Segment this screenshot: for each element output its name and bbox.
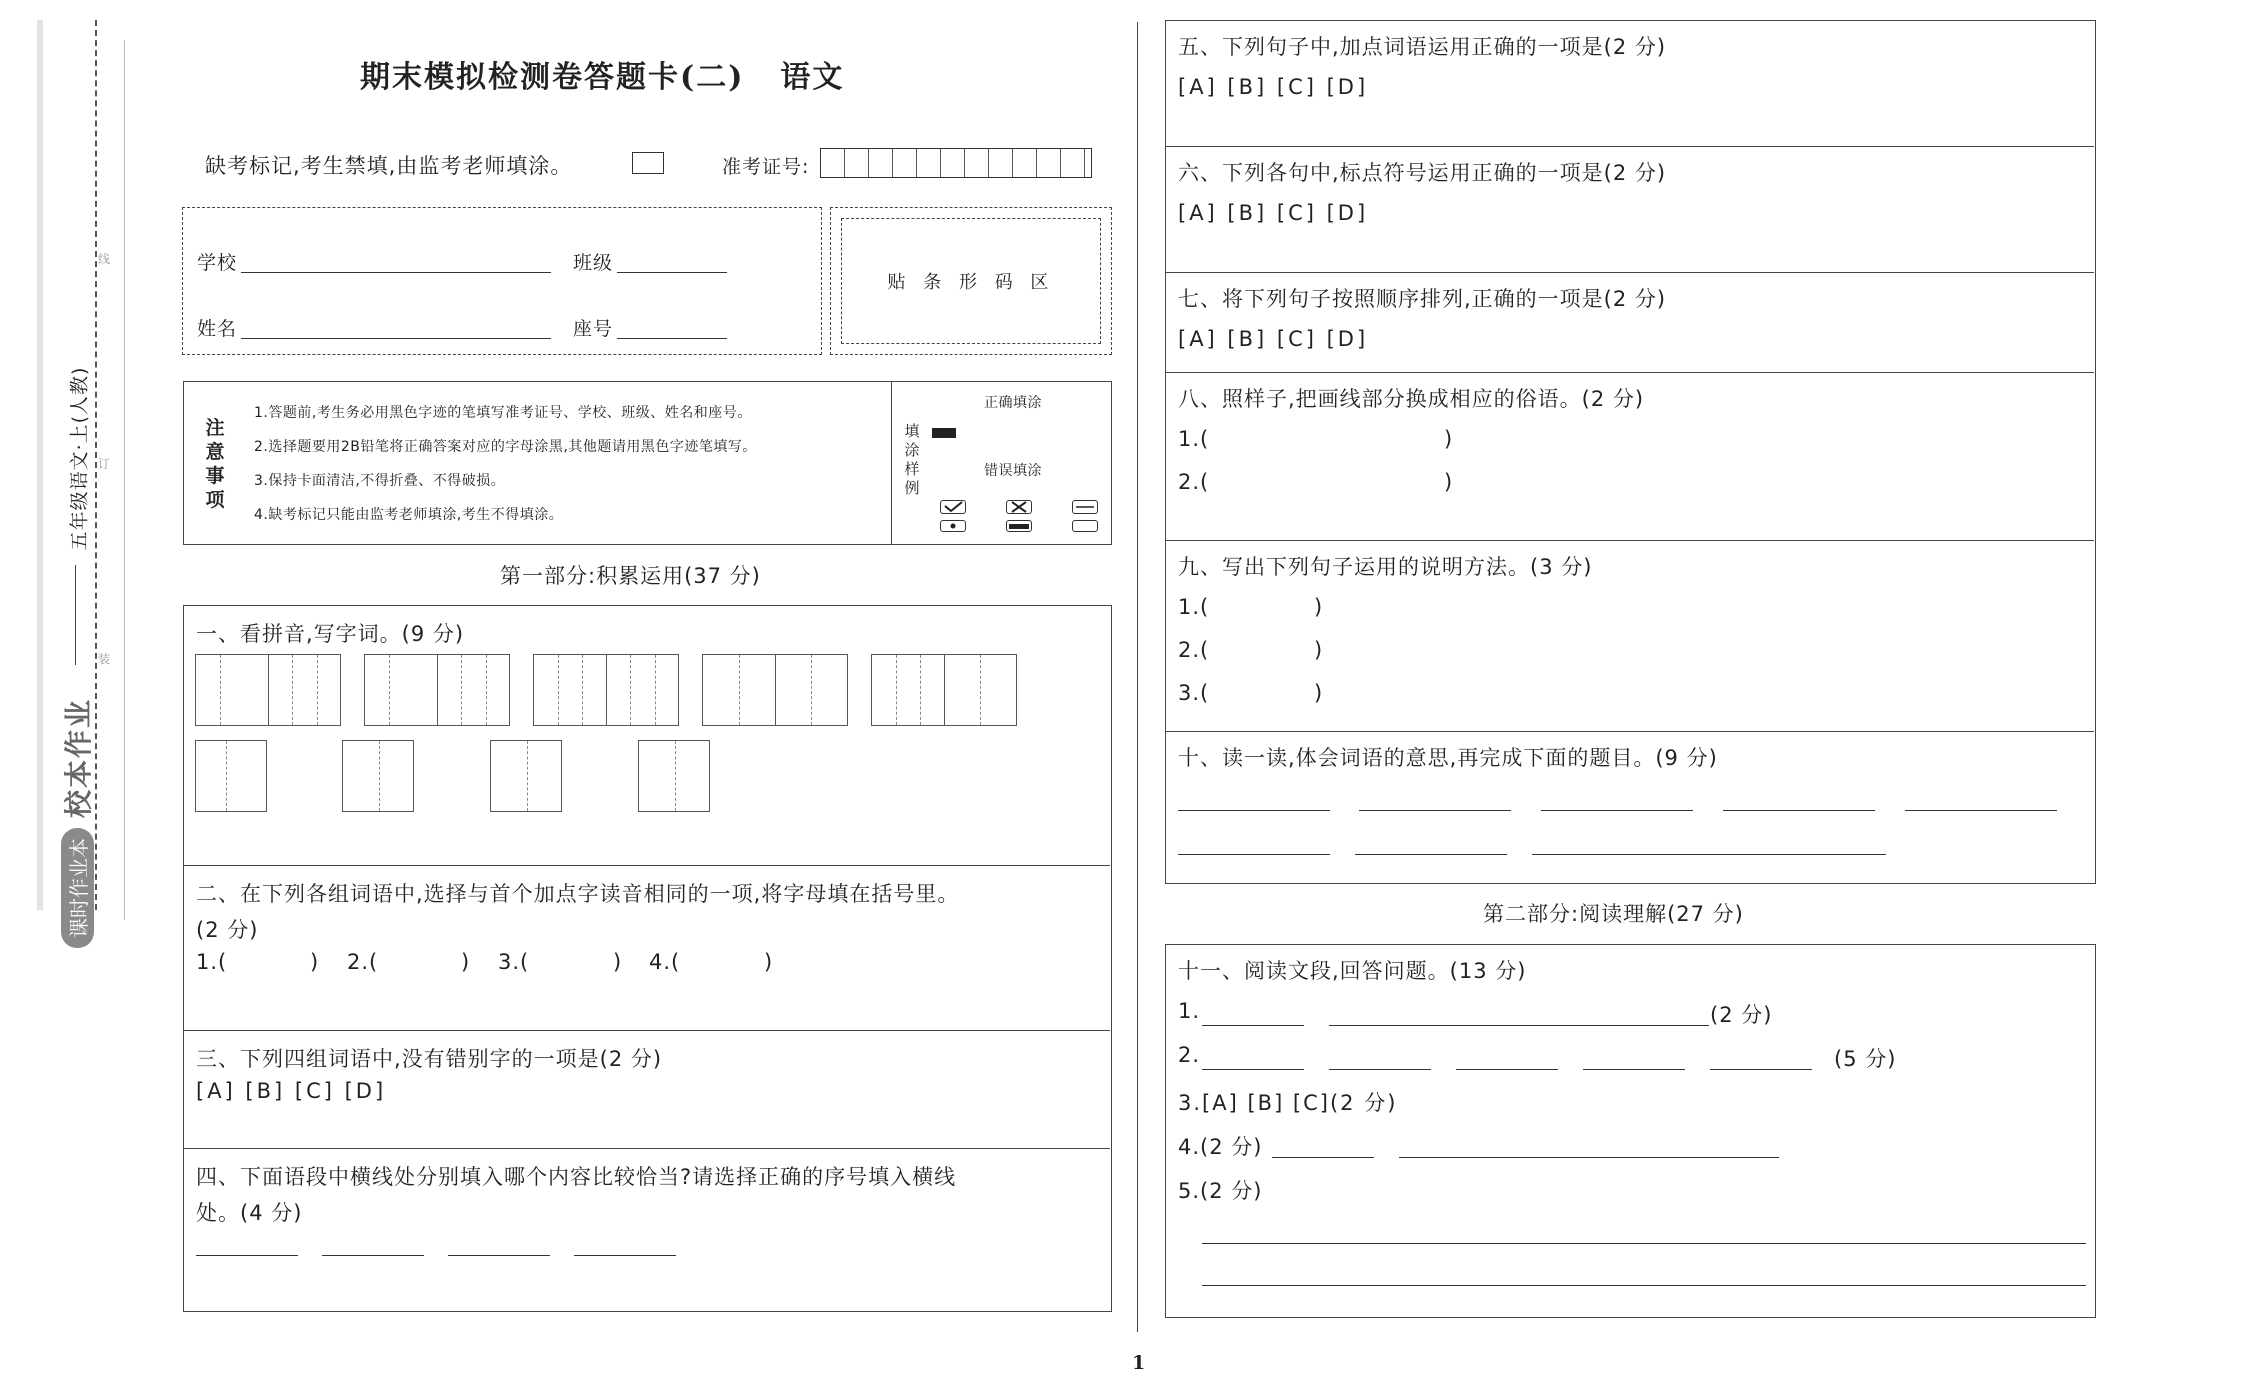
question-4 (184, 1149, 1110, 1309)
binding-line (124, 40, 125, 920)
spine-brand (59, 658, 95, 948)
q2-answer-3-close: ) (613, 950, 623, 974)
q11-line2-score: (5 分) (1834, 1047, 1897, 1071)
question-6 (1166, 147, 2094, 273)
q11-blank[interactable] (1710, 1069, 1812, 1070)
q11-blank[interactable] (1272, 1157, 1374, 1158)
write-box[interactable] (195, 654, 341, 726)
q11-line5: 5.(2 分) (1178, 1179, 1263, 1203)
q11-blank[interactable] (1329, 1025, 1709, 1026)
fill-sample-label: 填 涂 样 例 (904, 422, 920, 497)
q9-answer-3-open: 3.( (1178, 681, 1210, 705)
write-box[interactable] (871, 654, 1017, 726)
q10-blank[interactable] (1359, 810, 1511, 811)
barcode-label: 贴 条 形 码 区 (887, 272, 1055, 293)
question-3 (184, 1031, 1110, 1149)
q11-blank[interactable] (1399, 1157, 1779, 1158)
q10-blank[interactable] (1541, 810, 1693, 811)
note-item: 2.选择题要用2B铅笔将正确答案对应的字母涂黑,其他题请用黑色字迹笔填写。 (254, 439, 757, 455)
q11-blank[interactable] (1202, 1025, 1304, 1026)
notes-heading: 注 意 事 项 (205, 417, 225, 511)
q11-line1-score: (2 分) (1710, 1003, 1773, 1027)
school-label: 学校 (197, 252, 238, 274)
q8-answer-1-close: ) (1444, 427, 1454, 451)
name-label: 姓名 (197, 318, 238, 340)
q10-blank[interactable] (1723, 810, 1875, 811)
q9-title: 九、写出下列句子运用的说明方法。(3 分) (1178, 555, 1593, 579)
q7-title: 七、将下列句子按照顺序排列,正确的一项是(2 分) (1178, 287, 1667, 311)
cut-mark-zhuang: 装 (98, 652, 111, 666)
q11-blank[interactable] (1329, 1069, 1431, 1070)
notes-box (183, 381, 1112, 545)
write-box[interactable] (533, 654, 679, 726)
part1-heading: 第一部分:积累运用(37 分) (500, 564, 761, 588)
page-divider (1137, 22, 1138, 1332)
q9-answer-1-close: ) (1314, 595, 1324, 619)
q2-answer-4-open: 4.( (649, 950, 681, 974)
q10-blank[interactable] (1178, 854, 1330, 855)
q8-answer-1-open: 1.( (1178, 427, 1210, 451)
write-box[interactable] (364, 654, 510, 726)
wrong-fill-cross-icon (1006, 500, 1032, 514)
page-number: 1 (1132, 1352, 1147, 1374)
wrong-fill-outline-icon (1072, 520, 1098, 532)
q4-blank[interactable] (574, 1255, 676, 1256)
brand-pill: 课时作业本 (61, 828, 94, 948)
question-7 (1166, 273, 2094, 373)
q5-options[interactable]: [A] [B] [C] [D] (1178, 75, 1369, 99)
q6-options[interactable]: [A] [B] [C] [D] (1178, 201, 1369, 225)
right-answer-box (1165, 20, 2096, 884)
q11-blank[interactable] (1202, 1285, 2086, 1286)
part2-heading: 第二部分:阅读理解(27 分) (1483, 902, 1744, 926)
class-field[interactable] (617, 272, 727, 273)
write-box[interactable] (342, 740, 414, 812)
q2-answer-1-close: ) (310, 950, 320, 974)
page-title: 期末模拟检测卷答题卡(二) 语文 (360, 60, 845, 95)
wrong-fill-check-icon (940, 500, 966, 514)
cut-mark-ding: 订 (98, 457, 111, 471)
q5-title: 五、下列句子中,加点词语运用正确的一项是(2 分) (1178, 35, 1667, 59)
q11-blank[interactable] (1456, 1069, 1558, 1070)
q9-answer-2-open: 2.( (1178, 638, 1210, 662)
q11-blank[interactable] (1202, 1243, 2086, 1244)
write-box[interactable] (195, 740, 267, 812)
subject: 语文 (780, 60, 845, 95)
question-2 (184, 866, 1110, 1031)
brand-bold: 校本作业 (62, 697, 95, 818)
question-9 (1166, 541, 2094, 732)
school-field[interactable] (241, 272, 551, 273)
write-box[interactable] (638, 740, 710, 812)
q2-answer-2-open: 2.( (347, 950, 379, 974)
seat-field[interactable] (617, 338, 727, 339)
question-10 (1166, 732, 2094, 882)
q8-answer-2-open: 2.( (1178, 470, 1210, 494)
q4-title: 四、下面语段中横线处分别填入哪个内容比较恰当?请选择正确的序号填入横线 (196, 1165, 957, 1189)
correct-fill-label: 正确填涂 (984, 395, 1042, 411)
q11-line1-prefix: 1. (1178, 999, 1201, 1023)
wrong-fill-partial-icon (1072, 500, 1098, 514)
q4-blank[interactable] (448, 1255, 550, 1256)
spine-grade-rule (75, 565, 76, 665)
q10-title: 十、读一读,体会词语的意思,再完成下面的题目。(9 分) (1178, 746, 1718, 770)
note-item: 3.保持卡面清洁,不得折叠、不得破损。 (254, 473, 506, 489)
q11-line3[interactable]: 3.[A] [B] [C](2 分) (1178, 1091, 1398, 1115)
q2-title: 二、在下列各组词语中,选择与首个加点字读音相同的一项,将字母填在括号里。 (196, 882, 960, 906)
spine-bar (37, 20, 43, 910)
q4-blank[interactable] (196, 1255, 298, 1256)
q11-line4-prefix: 4.(2 分) (1178, 1135, 1263, 1159)
q11-title: 十一、阅读文段,回答问题。(13 分) (1178, 959, 1527, 983)
wrong-fill-dot-icon (940, 520, 966, 532)
note-item: 1.答题前,考生务必用黑色字迹的笔填写准考证号、学校、班级、姓名和座号。 (254, 405, 752, 421)
q7-options[interactable]: [A] [B] [C] [D] (1178, 327, 1369, 351)
q2-answer-3-open: 3.( (498, 950, 530, 974)
q8-answer-2-close: ) (1444, 470, 1454, 494)
class-label: 班级 (573, 252, 614, 274)
question-1 (184, 606, 1110, 866)
q4-title-cont: 处。(4 分) (196, 1201, 303, 1225)
correct-fill-sample (932, 428, 956, 438)
q3-title: 三、下列四组词语中,没有错别字的一项是(2 分) (196, 1047, 663, 1071)
student-info-box (182, 207, 822, 355)
write-box[interactable] (490, 740, 562, 812)
barcode-area (830, 207, 1112, 355)
q10-blank[interactable] (1355, 854, 1507, 855)
seat-label: 座号 (573, 318, 614, 340)
absent-mark-text: 缺考标记,考生禁填,由监考老师填涂。 (205, 154, 573, 178)
q4-blank[interactable] (322, 1255, 424, 1256)
q10-blank[interactable] (1178, 810, 1330, 811)
reading-answer-box (1165, 944, 2096, 1318)
q2-answer-4-close: ) (764, 950, 774, 974)
note-item: 4.缺考标记只能由监考老师填涂,考生不得填涂。 (254, 507, 564, 523)
spine-grade: 五年级语文·上(人教) (68, 366, 91, 551)
q9-answer-3-close: ) (1314, 681, 1324, 705)
left-answer-box (183, 605, 1112, 1312)
notes-divider (891, 382, 892, 544)
q1-title: 一、看拼音,写字词。(9 分) (196, 622, 465, 646)
question-8 (1166, 373, 2094, 541)
q9-answer-1-open: 1.( (1178, 595, 1210, 619)
name-field[interactable] (241, 338, 551, 339)
question-5 (1166, 21, 2094, 147)
q11-blank[interactable] (1583, 1069, 1685, 1070)
q2-answer-2-close: ) (461, 950, 471, 974)
exam-id-boxes[interactable] (820, 148, 1092, 178)
q11-line2-prefix: 2. (1178, 1043, 1201, 1067)
wrong-fill-label: 错误填涂 (984, 463, 1042, 479)
cut-mark-xian: 线 (98, 252, 111, 266)
q6-title: 六、下列各句中,标点符号运用正确的一项是(2 分) (1178, 161, 1667, 185)
q3-options[interactable]: [A] [B] [C] [D] (196, 1079, 387, 1103)
absent-mark-box[interactable] (632, 152, 664, 174)
q8-title: 八、照样子,把画线部分换成相应的俗语。(2 分) (1178, 387, 1645, 411)
wrong-fill-heavy-icon (1006, 520, 1032, 532)
q2-answer-1-open: 1.( (196, 950, 228, 974)
q10-blank[interactable] (1532, 854, 1886, 855)
q11-blank[interactable] (1202, 1069, 1304, 1070)
q9-answer-2-close: ) (1314, 638, 1324, 662)
exam-id-label: 准考证号: (722, 156, 810, 178)
q10-blank[interactable] (1905, 810, 2057, 811)
q2-score: (2 分) (196, 918, 259, 942)
write-box[interactable] (702, 654, 848, 726)
